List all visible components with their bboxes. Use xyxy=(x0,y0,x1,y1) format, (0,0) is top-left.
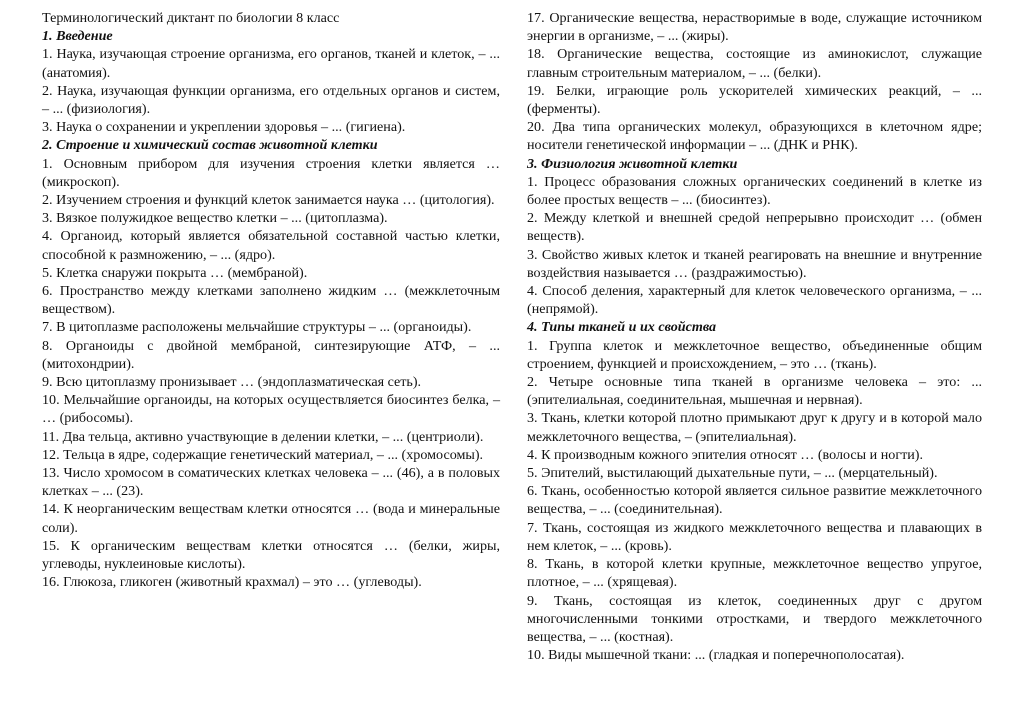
list-item: 9. Ткань, состоящая из клеток, соединенных друг с другом многочисленными тонкими отростками, и твердого межклеточного вещества, – ... (костная). xyxy=(527,592,982,645)
left-column xyxy=(42,9,500,592)
list-item: 2. Между клеткой и внешней средой непрерывно происходит … (обмен веществ). xyxy=(527,210,982,245)
list-item: 13. Число хромосом в соматических клетках человека – ... (46), а в половых клетках – ... (23). xyxy=(42,465,500,500)
list-item: 17. Органические вещества, нерастворимые в воде, служащие источником энергии в организме, – ... (жиры). xyxy=(527,10,982,45)
list-item: 20. Два типа органических молекул, образующихся в клеточном ядре; носители генетической информации – ... (ДНК и РНК). xyxy=(527,119,982,154)
list-item: 4. Органоид, который является обязательной составной частью клетки, способной к размножению, – ... (ядро). xyxy=(42,228,500,263)
list-item: 3. Ткань, клетки которой плотно примыкают друг к другу и в которой мало межклеточного вещества, – (эпителиальная). xyxy=(527,410,982,445)
list-item: 15. К органическим веществам клетки относятся … (белки, жиры, углеводы, нуклеиновые кислоты). xyxy=(42,537,500,573)
list-item: 4. Способ деления, характерный для клеток человеческого организма, – ... (непрямой). xyxy=(527,283,982,318)
list-item: 8. Органоиды с двойной мембраной, синтезирующие АТФ, – ... (митохондрии). xyxy=(42,337,500,372)
list-item: 3. Вязкое полужидкое вещество клетки – ... (цитоплазма). xyxy=(42,210,388,227)
list-item: 16. Глюкоза, гликоген (животный крахмал) – это … (углеводы). xyxy=(42,574,422,591)
list-item: 3. Наука о сохранении и укреплении здоровья – ... (гигиена). xyxy=(42,119,406,136)
list-item: 7. Ткань, состоящая из жидкого межклеточного вещества и плавающих в нем клеток, – ... (кровь). xyxy=(527,519,982,554)
page-title: Терминологический диктант по биологии 8 класс xyxy=(42,10,340,26)
list-item: 1. Процесс образования сложных органических соединений в клетке из более простых веществ – ... (биосинтез). xyxy=(527,173,982,209)
list-item: 1. Группа клеток и межклеточное вещество, объединенные общим строением, функцией и происхождением, – это … (ткань). xyxy=(527,337,982,372)
section-heading-tissue-types: 4. Типы тканей и их свойства xyxy=(527,319,717,336)
list-item: 2. Изучением строения и функций клеток занимается наука … (цитология). xyxy=(42,192,495,209)
list-item: 8. Ткань, в которой клетки крупные, межклеточное вещество упругое, плотное, – ... (хрящевая). xyxy=(527,556,982,591)
list-item: 2. Наука, изучающая функции организма, его отдельных органов и систем, – ... (физиология). xyxy=(42,82,500,118)
right-column xyxy=(527,9,982,664)
section-heading-intro: 1. Введение xyxy=(42,28,113,45)
list-item: 4. К производным кожного эпителия относят … (волосы и ногти). xyxy=(527,446,924,463)
section-heading-cell-structure: 2. Строение и химический состав животной клетки xyxy=(42,137,378,154)
list-item: 3. Свойство живых клеток и тканей реагировать на внешние и внутренние воздействия называется … (раздражимостью). xyxy=(527,246,982,281)
list-item: 7. В цитоплазме расположены мельчайшие структуры – ... (органоиды). xyxy=(42,319,472,336)
list-item: 1. Основным прибором для изучения строения клетки является … (микроскоп). xyxy=(42,155,500,190)
list-item: 14. К неорганическим веществам клетки относятся … (вода и минеральные соли). xyxy=(42,501,500,536)
list-item: 19. Белки, играющие роль ускорителей химических реакций, – ... (ферменты). xyxy=(527,82,982,118)
list-item: 6. Пространство между клетками заполнено жидким … (межклеточным веществом). xyxy=(42,283,500,318)
list-item: 5. Эпителий, выстилающий дыхательные пути, – ... (мерцательный). xyxy=(527,465,938,482)
list-item: 12. Тельца в ядре, содержащие генетический материал, – ... (хромосомы). xyxy=(42,446,484,463)
list-item: 5. Клетка снаружи покрыта … (мембраной). xyxy=(42,264,308,281)
list-item: 10. Виды мышечной ткани: ... (гладкая и поперечнополосатая). xyxy=(527,647,905,664)
section-heading-cell-physiology: 3. Физиология животной клетки xyxy=(527,155,738,172)
list-item: 6. Ткань, особенностью которой является сильное развитие межклеточного вещества, – ... (соединительная). xyxy=(527,483,982,518)
list-item: 10. Мельчайшие органоиды, на которых осуществляется биосинтез белка, – … (рибосомы). xyxy=(42,392,500,427)
list-item: 18. Органические вещества, состоящие из аминокислот, служащие главным строительным материалом, – ... (белки). xyxy=(527,46,982,81)
list-item: 1. Наука, изучающая строение организма, его органов, тканей и клеток, – ... (анатомия). xyxy=(42,46,500,81)
list-item: 9. Всю цитоплазму пронизывает … (эндоплазматическая сеть). xyxy=(42,374,422,391)
list-item: 2. Четыре основные типа тканей в организме человека – это: ... (эпителиальная, соединительная, мышечная и нервная). xyxy=(527,374,982,409)
list-item: 11. Два тельца, активно участвующие в делении клетки, – ... (центриоли). xyxy=(42,428,484,445)
